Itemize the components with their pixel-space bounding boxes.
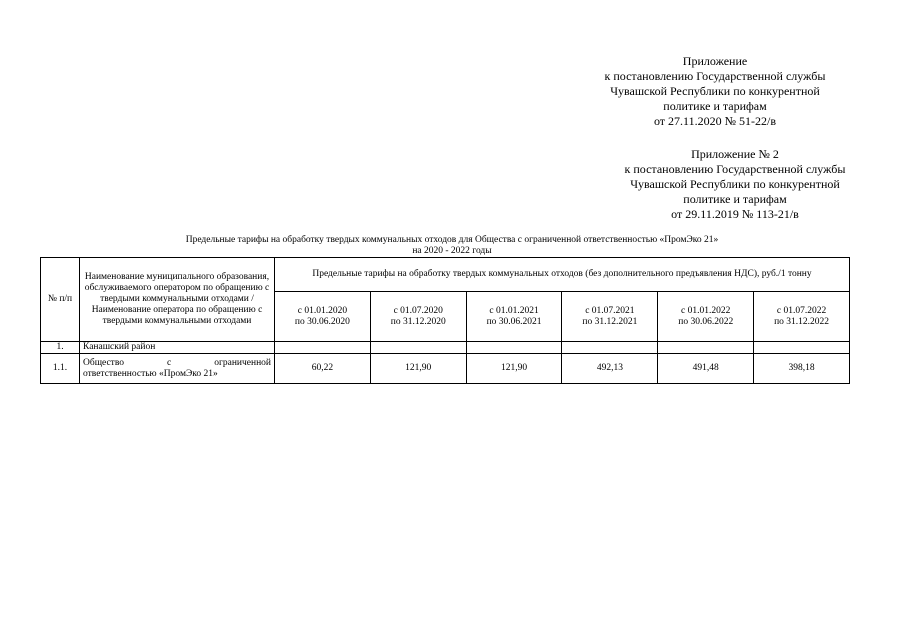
- operator-name: [80, 354, 275, 384]
- period-from: с 01.01.2021: [489, 305, 539, 316]
- annex-original-line: Приложение № 2: [691, 147, 779, 161]
- annex-current-line: Приложение: [682, 54, 748, 68]
- tariff-value: 398,18: [754, 354, 850, 384]
- tariff-value: 492,13: [562, 354, 658, 384]
- table-header-row: [41, 258, 850, 292]
- header-period: [466, 292, 562, 342]
- table-caption-line2: на 2020 - 2022 годы: [412, 246, 492, 256]
- annex-original-line: политике и тарифам: [683, 192, 787, 206]
- tariff-value: 121,90: [370, 354, 466, 384]
- empty-cell: [275, 342, 371, 354]
- empty-cell: [370, 342, 466, 354]
- annex-current-line: Чувашской Республики по конкурентной: [610, 84, 820, 98]
- header-period: [370, 292, 466, 342]
- period-from: с 01.01.2020: [297, 305, 348, 316]
- period-to: по 31.12.2020: [390, 316, 446, 327]
- annex-current-line: политике и тарифам: [663, 99, 767, 113]
- header-period: [658, 292, 754, 342]
- table-row: [41, 354, 850, 384]
- period-from: с 01.01.2022: [681, 305, 731, 316]
- period-from: с 01.07.2022: [776, 305, 827, 316]
- header-name: Наименование муниципального образования, обслуживаемого оператором по обращению с твердыми коммунальными отходами / Наименование оператора по обращению с твердыми коммунальными отходами: [80, 258, 275, 342]
- operator-name-line2: ответственностью «ПромЭко 21»: [83, 368, 218, 379]
- tariff-value: 491,48: [658, 354, 754, 384]
- operator-name-word: ограниченной: [214, 357, 271, 368]
- section-name: Канашский район: [80, 342, 275, 354]
- period-to: по 31.12.2021: [582, 316, 638, 327]
- header-tariff-group: Предельные тарифы на обработку твердых коммунальных отходов (без дополнительного предъявления НДС), руб./1 тонну: [275, 258, 850, 292]
- empty-cell: [466, 342, 562, 354]
- row-number: 1.1.: [41, 354, 80, 384]
- period-from: с 01.07.2020: [393, 305, 443, 316]
- tariffs-table: [40, 257, 850, 384]
- header-number: № п/п: [41, 258, 80, 342]
- period-to: по 31.12.2022: [774, 316, 830, 327]
- table-caption: [0, 235, 904, 257]
- annex-original-line: от 29.11.2019 № 113-21/в: [671, 207, 799, 221]
- header-period: [562, 292, 658, 342]
- empty-cell: [658, 342, 754, 354]
- section-row: [41, 342, 850, 354]
- operator-name-word: Общество: [83, 357, 125, 368]
- period-to: по 30.06.2021: [486, 316, 542, 327]
- empty-cell: [754, 342, 850, 354]
- annex-current-line: от 27.11.2020 № 51-22/в: [653, 114, 777, 128]
- operator-name-line1: [83, 358, 271, 369]
- empty-cell: [562, 342, 658, 354]
- table-caption-line1: Предельные тарифы на обработку твердых коммунальных отходов для Общества с ограниченной ответственностью «ПромЭко 21»: [185, 235, 719, 245]
- annex-current-heading: [590, 54, 840, 129]
- operator-name-word: с: [167, 357, 172, 368]
- annex-original-line: к постановлению Государственной службы: [624, 162, 846, 176]
- header-period: [275, 292, 371, 342]
- period-from: с 01.07.2021: [585, 305, 635, 316]
- header-period: [754, 292, 850, 342]
- annex-original-line: Чувашской Республики по конкурентной: [630, 177, 840, 191]
- annex-original-heading: [610, 147, 860, 222]
- period-to: по 30.06.2020: [294, 316, 350, 327]
- section-number: 1.: [41, 342, 80, 354]
- period-to: по 30.06.2022: [678, 316, 734, 327]
- annex-current-line: к постановлению Государственной службы: [604, 69, 826, 83]
- tariff-value: 60,22: [275, 354, 371, 384]
- tariff-value: 121,90: [466, 354, 562, 384]
